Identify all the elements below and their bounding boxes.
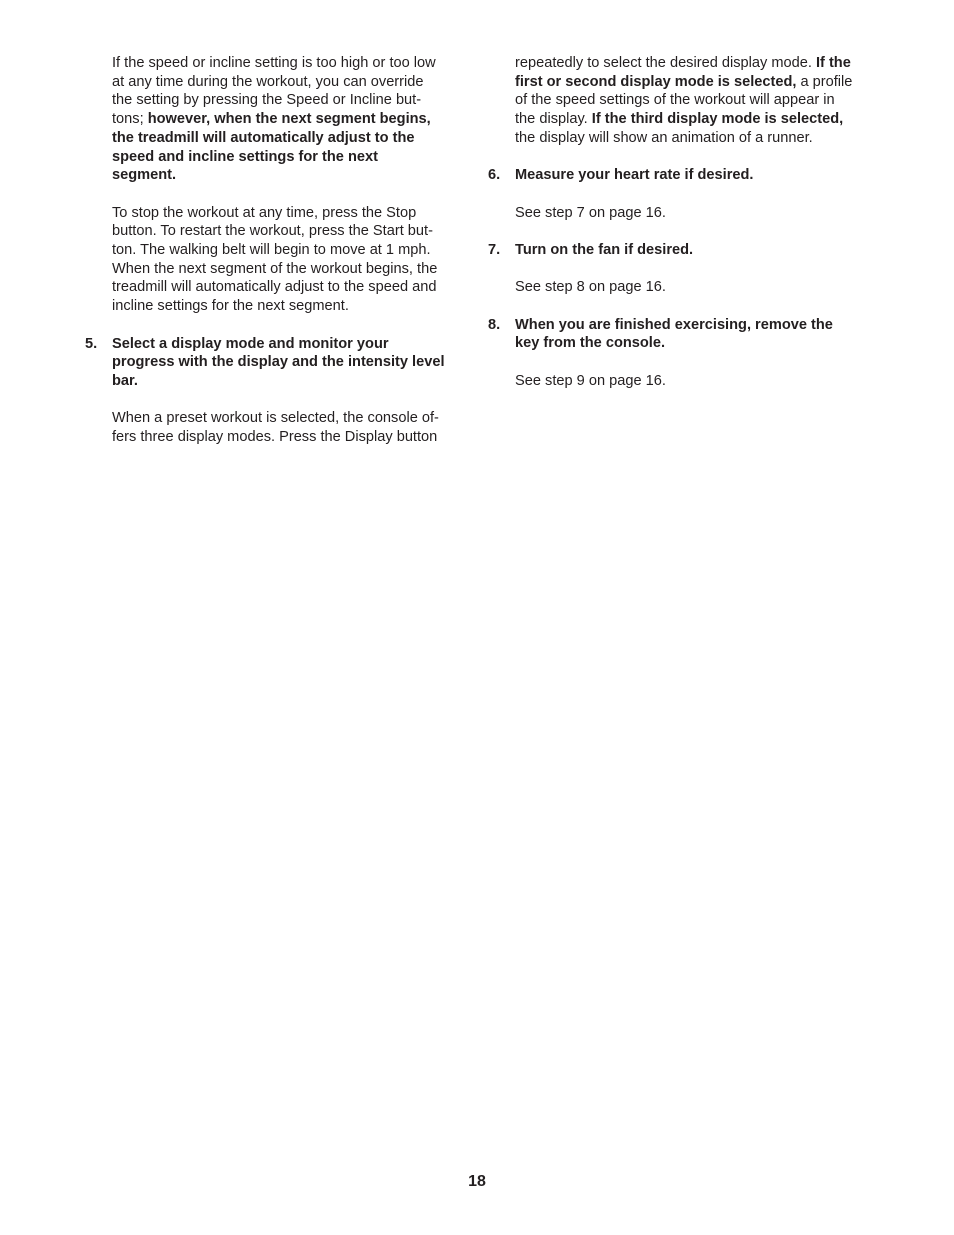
text-normal: a profile (796, 73, 853, 90)
text-bold: If the (815, 55, 851, 71)
step-number: 7. (488, 241, 501, 258)
step-title-line: When you are finished exercising, remove the (515, 316, 833, 333)
text-bold: If the third display mode is selected, (591, 111, 844, 128)
display-modes-paragraph (112, 409, 475, 446)
step-title-line: progress with the display and the intensity level (112, 354, 445, 371)
step-number: 6. (488, 167, 501, 184)
step-8-heading (488, 316, 880, 353)
text-line: When a preset workout is selected, the console of- (112, 410, 439, 427)
text-line: See step 9 on page 16. (515, 372, 666, 389)
left-column (85, 54, 475, 465)
step-5-heading (85, 335, 475, 391)
text-line (112, 110, 475, 129)
text-line: treadmill will automatically adjust to the speed and (112, 279, 437, 296)
text-line: See step 7 on page 16. (515, 204, 666, 221)
speed-incline-override-paragraph (112, 54, 475, 185)
text-line: the display will show an animation of a runner. (515, 129, 813, 146)
display-modes-continued-paragraph (515, 54, 880, 148)
text-line (515, 110, 880, 129)
text-normal: the display. (515, 111, 592, 128)
step-7-body (515, 278, 880, 297)
step-title-line: bar. (112, 372, 138, 389)
step-number: 8. (488, 316, 501, 333)
page-number: 18 (468, 1173, 486, 1190)
text-bold: first or second display mode is selected, (515, 73, 797, 90)
step-7-heading (488, 241, 880, 260)
text-line: incline settings for the next segment. (112, 298, 349, 315)
text-bold: however, when the next segment begins, (147, 111, 431, 128)
text-line: of the speed settings of the workout will appear in (515, 92, 835, 109)
text-line: button. To restart the workout, press the Start but- (112, 223, 433, 240)
text-line-bold: segment. (112, 167, 177, 184)
text-line: ton. The walking belt will begin to move at 1 mph. (112, 242, 431, 259)
step-title-line: Turn on the fan if desired. (515, 241, 694, 258)
text-line-bold: speed and incline settings for the next (112, 148, 378, 165)
right-column (488, 54, 880, 409)
text-line: the setting by pressing the Speed or Incline but- (112, 92, 422, 109)
text-line: fers three display modes. Press the Display button (112, 429, 438, 446)
text-line: To stop the workout at any time, press the Stop (112, 204, 417, 221)
stop-workout-paragraph (112, 204, 475, 316)
text-line (515, 73, 880, 92)
step-title-line: Measure your heart rate if desired. (515, 167, 754, 184)
step-title-line: Select a display mode and monitor your (112, 335, 389, 352)
text-line: at any time during the workout, you can override (112, 73, 424, 90)
text-line: When the next segment of the workout begins, the (112, 260, 438, 277)
text-normal: repeatedly to select the desired display mode. (515, 55, 816, 71)
step-title-line: key from the console. (515, 335, 666, 352)
text-line: See step 8 on page 16. (515, 279, 666, 296)
step-6-body (515, 204, 880, 223)
text-line-bold: the treadmill will automatically adjust to the (112, 129, 415, 146)
text-line (515, 54, 880, 73)
text-normal: tons; (112, 111, 148, 128)
step-8-body (515, 372, 880, 391)
step-number: 5. (85, 335, 98, 352)
text-line: If the speed or incline setting is too high or too low (112, 55, 436, 71)
step-6-heading (488, 166, 880, 185)
